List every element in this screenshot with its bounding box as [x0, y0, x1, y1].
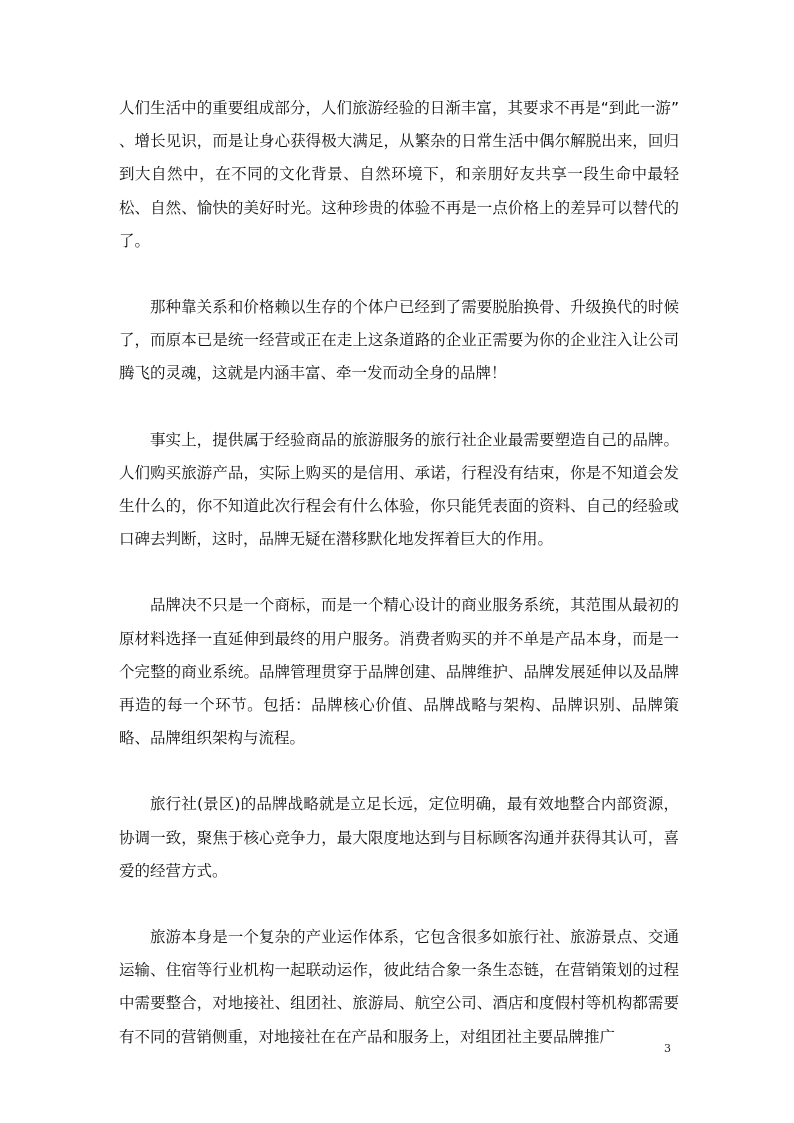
paragraph-3: 事实上，提供属于经验商品的旅游服务的旅行社企业最需要塑造自己的品牌。人们购买旅游产品，实际上购买的是信用、承诺，行程没有结束，你是不知道会发生什么的，你不知道此次行程会有什么体验，你只能凭表面的资料、自己的经验或口碑去判断，这时，品牌无疑在潜移默化地发挥着巨大的作用。: [119, 430, 679, 549]
paragraph-6: 旅游本身是一个复杂的产业运作体系，它包含很多如旅行社、旅游景点、交通运输、住宿等行业机构一起联动运作，彼此结合象一条生态链，在营销策划的过程中需要整合，对地接社、组团社、旅游局、航空公司、酒店和度假村等机构都需要有不同的营销侧重，对地接社在在产品和服务上，对组团社主要品牌推广: [119, 928, 679, 1046]
paragraph-4: 品牌决不只是一个商标，而是一个精心设计的商业服务系统，其范围从最初的原材料选择一直延伸到最终的用户服务。消费者购买的并不单是产品本身，而是一个完整的商业系统。品牌管理贯穿于品牌创建、品牌维护、品牌发展延伸以及品牌再造的每一个环节。包括：品牌核心价值、品牌战略与架构、品牌识别、品牌策略、品牌组织架构与流程。: [119, 596, 679, 748]
paragraph-1: 人们生活中的重要组成部分，人们旅游经验的日渐丰富，其要求不再是“到此一游” 、增长见识，而是让身心获得极大满足，从繁杂的日常生活中偶尔解脱出来，回归到大自然中，在不同的文化背景、自然环境下，和亲朋好友共享一段生命中最轻松、自然、愉快的美好时光。这种珍贵的体验不再是一点价格上的差异可以替代的了。: [119, 99, 679, 250]
document-body: [119, 92, 679, 1054]
page-number: 3: [664, 1042, 671, 1055]
paragraph-5: 旅行社(景区)的品牌战略就是立足长远，定位明确，最有效地整合内部资源，协调一致，聚焦于核心竞争力，最大限度地达到与目标顾客沟通并获得其认可，喜爱的经营方式。: [119, 795, 679, 880]
paragraph-2: 那种靠关系和价格赖以生存的个体户已经到了需要脱胎换骨、升级换代的时候了，而原本已是统一经营或正在走上这条道路的企业正需要为你的企业注入让公司腾飞的灵魂，这就是内涵丰富、牵一发而动全身的品牌！: [119, 298, 679, 383]
